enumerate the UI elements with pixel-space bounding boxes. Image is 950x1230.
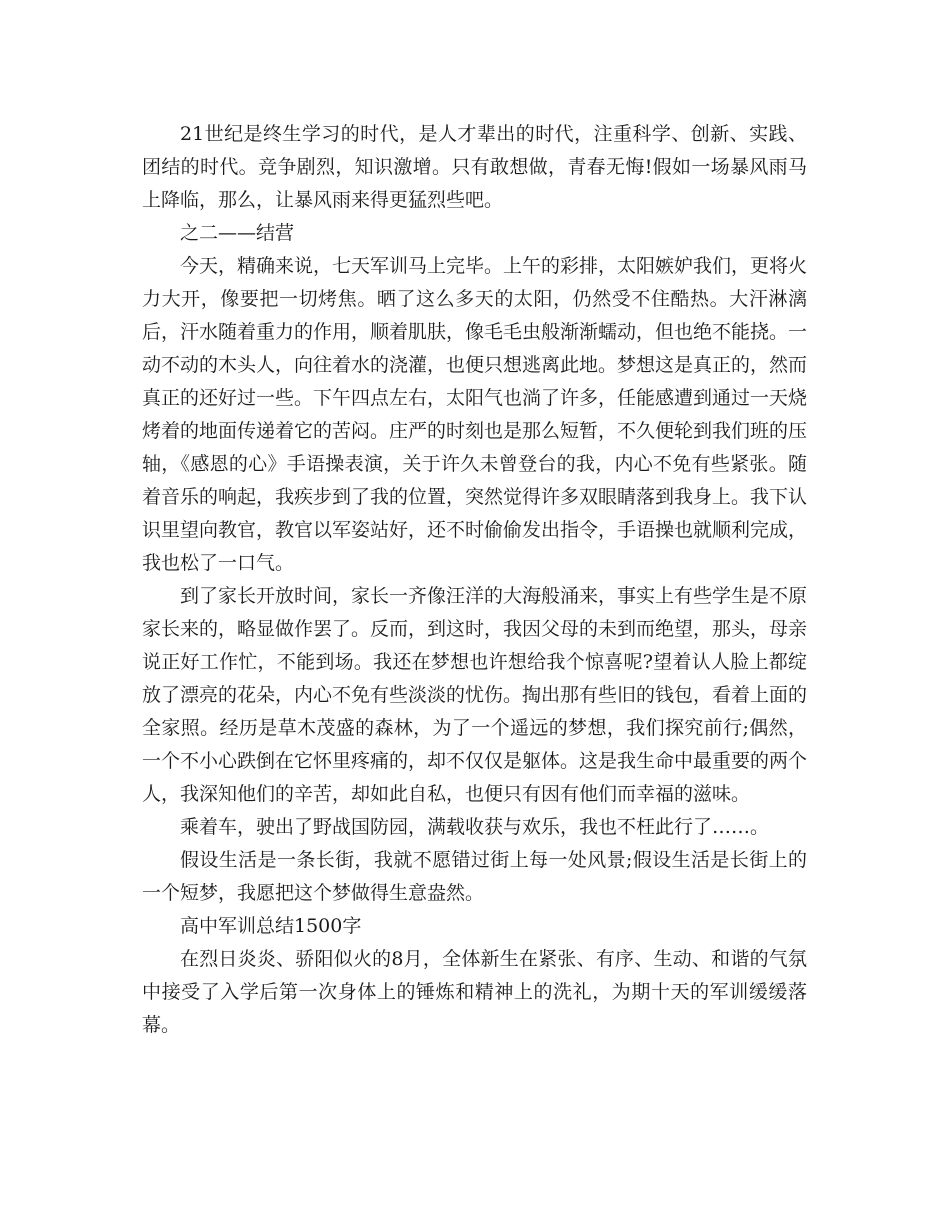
paragraph-parents-day: 到了家长开放时间，家长一齐像汪洋的大海般涌来，事实上有些学生是不原家长来的，略显做作罢了。反而，到这时，我因父母的未到而绝望，那头，母亲说正好工作忙，不能到场。我还在梦想也许想给我个惊喜呢?望着认人脸上都绽放了漂亮的花朵，内心不免有些淡淡的忧伤。掏出那有些旧的钱包，看着上面的全家照。经历是草木茂盛的森林，为了一个遥远的梦想，我们探究前行;偶然，一个不小心跌倒在它怀里疼痛的，却不仅仅是躯体。这是我生命中最重要的两个人，我深知他们的辛苦，却如此自私，也便只有因有他们而幸福的滋味。 [142, 585, 808, 805]
section-heading-closing-camp: 之二——结营 [180, 222, 295, 244]
paragraph-life-street: 假设生活是一条长街，我就不愿错过街上每一处风景;假设生活是长街上的一个短梦，我愿把这个梦做得生意盎然。 [142, 849, 807, 904]
section-heading-summary: 高中军训总结1500字 [180, 915, 362, 937]
paragraph-summary-intro: 在烈日炎炎、骄阳似火的8月，全体新生在紧张、有序、生动、和谐的气氛中接受了入学后第一次身体上的锤炼和精神上的洗礼，为期十天的军训缓缓落幕。 [142, 948, 807, 1036]
document-page [142, 118, 807, 1042]
paragraph-rehearsal: 今天，精确来说，七天军训马上完毕。上午的彩排，太阳嫉妒我们，更将火力大开，像要把一切烤焦。晒了这么多天的太阳，仍然受不住酷热。大汗淋漓后，汗水随着重力的作用，顺着肌肤，像毛毛虫般渐渐蠕动，但也绝不能挠。一动不动的木头人，向往着水的浇灌，也便只想逃离此地。梦想这是真正的，然而真正的还好过一些。下午四点左右，太阳气也淌了许多，任能感遭到通过一天烧烤着的地面传递着它的苦闷。庄严的时刻也是那么短暂，不久便轮到我们班的压轴，《感恩的心》手语操表演，关于许久未曾登台的我，内心不免有些紧张。随着音乐的响起，我疾步到了我的位置，突然觉得许多双眼睛落到我身上。我下认识里望向教官，教官以军姿站好，还不时偷偷发出指令，手语操也就顺利完成，我也松了一口气。 [142, 255, 808, 574]
paragraph-intro: 21世纪是终生学习的时代，是人才辈出的时代，注重科学、创新、实践、团结的时代。竞争剧烈，知识激增。只有敢想做，青春无悔!假如一场暴风雨马上降临，那么，让暴风雨来得更猛烈些吧。 [142, 123, 807, 211]
paragraph-departure: 乘着车，驶出了野战国防园，满载收获与欢乐，我也不枉此行了……。 [180, 816, 770, 838]
